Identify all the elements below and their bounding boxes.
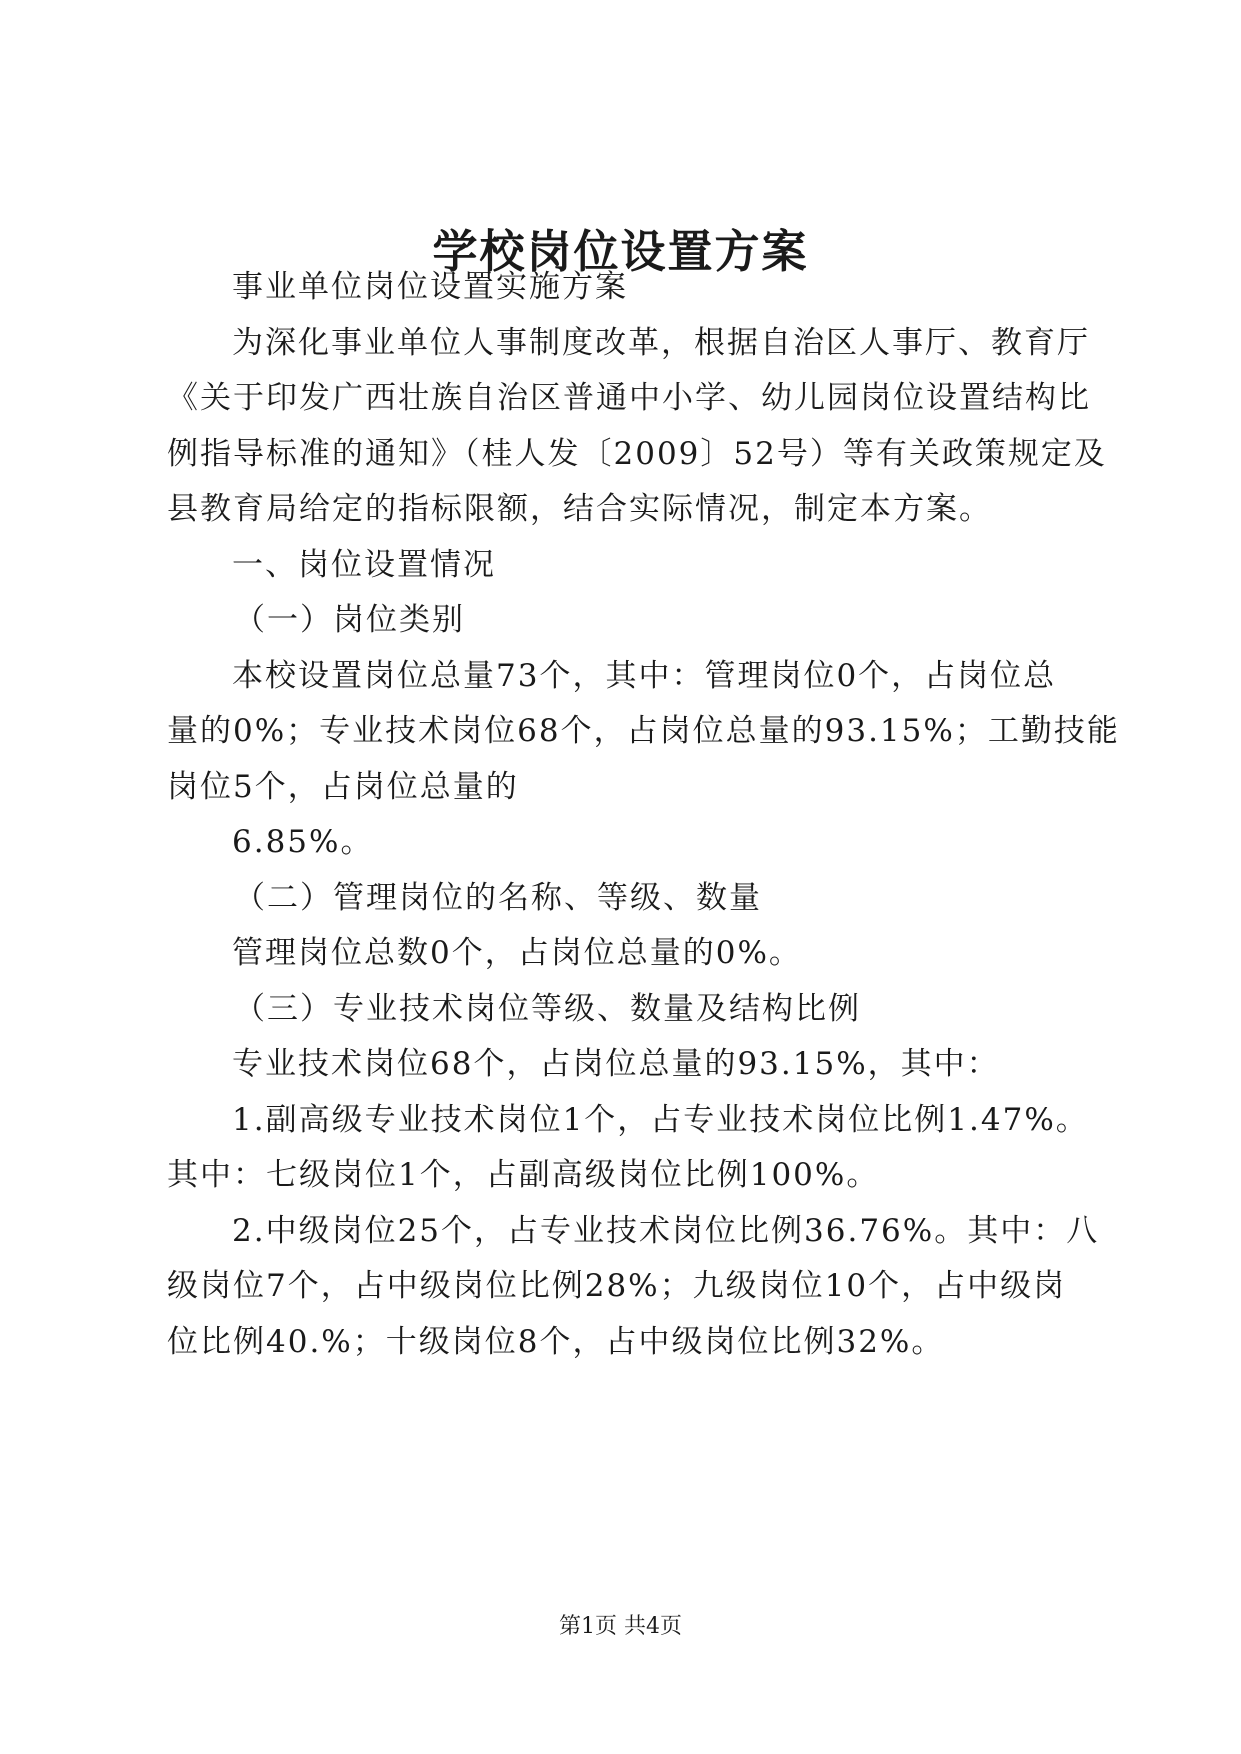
page-footer: 第1页 共4页 <box>559 1614 682 1639</box>
body-line: 2.中级岗位25个，占专业技术岗位比例36.76%。其中：八 <box>232 1213 1100 1249</box>
body-line: 《关于印发广西壮族自治区普通中小学、幼儿园岗位设置结构比 <box>167 380 1091 416</box>
body-line: 其中：七级岗位1个，占副高级岗位比例100%。 <box>167 1157 880 1193</box>
subsection-heading: （二）管理岗位的名称、等级、数量 <box>234 880 762 916</box>
body-line: 岗位5个，占岗位总量的 <box>167 769 519 805</box>
body-line: 1.副高级专业技术岗位1个，占专业技术岗位比例1.47%。 <box>232 1102 1089 1138</box>
body-line: 本校设置岗位总量73个，其中：管理岗位0个，占岗位总 <box>232 658 1057 694</box>
body-line: 例指导标准的通知》（桂人发〔2009〕52号）等有关政策规定及 <box>167 436 1107 472</box>
body-line: 为深化事业单位人事制度改革，根据自治区人事厅、教育厅 <box>232 325 1090 361</box>
section-heading: 一、岗位设置情况 <box>232 547 496 583</box>
body-line: 6.85%。 <box>232 824 374 860</box>
subsection-heading: （一）岗位类别 <box>234 602 465 638</box>
subtitle-line: 事业单位岗位设置实施方案 <box>232 269 628 305</box>
body-line: 级岗位7个，占中级岗位比例28%；九级岗位10个，占中级岗 <box>167 1268 1067 1304</box>
page-title: 学校岗位设置方案 <box>432 225 809 278</box>
body-line: 管理岗位总数0个，占岗位总量的0%。 <box>232 935 802 971</box>
body-line: 县教育局给定的指标限额，结合实际情况，制定本方案。 <box>167 491 992 527</box>
body-line: 专业技术岗位68个，占岗位总量的93.15%，其中： <box>232 1046 1000 1082</box>
body-line: 量的0%；专业技术岗位68个，占岗位总量的93.15%；工勤技能 <box>167 713 1120 749</box>
subsection-heading: （三）专业技术岗位等级、数量及结构比例 <box>234 991 861 1027</box>
body-line: 位比例40.%；十级岗位8个，占中级岗位比例32%。 <box>167 1324 945 1360</box>
